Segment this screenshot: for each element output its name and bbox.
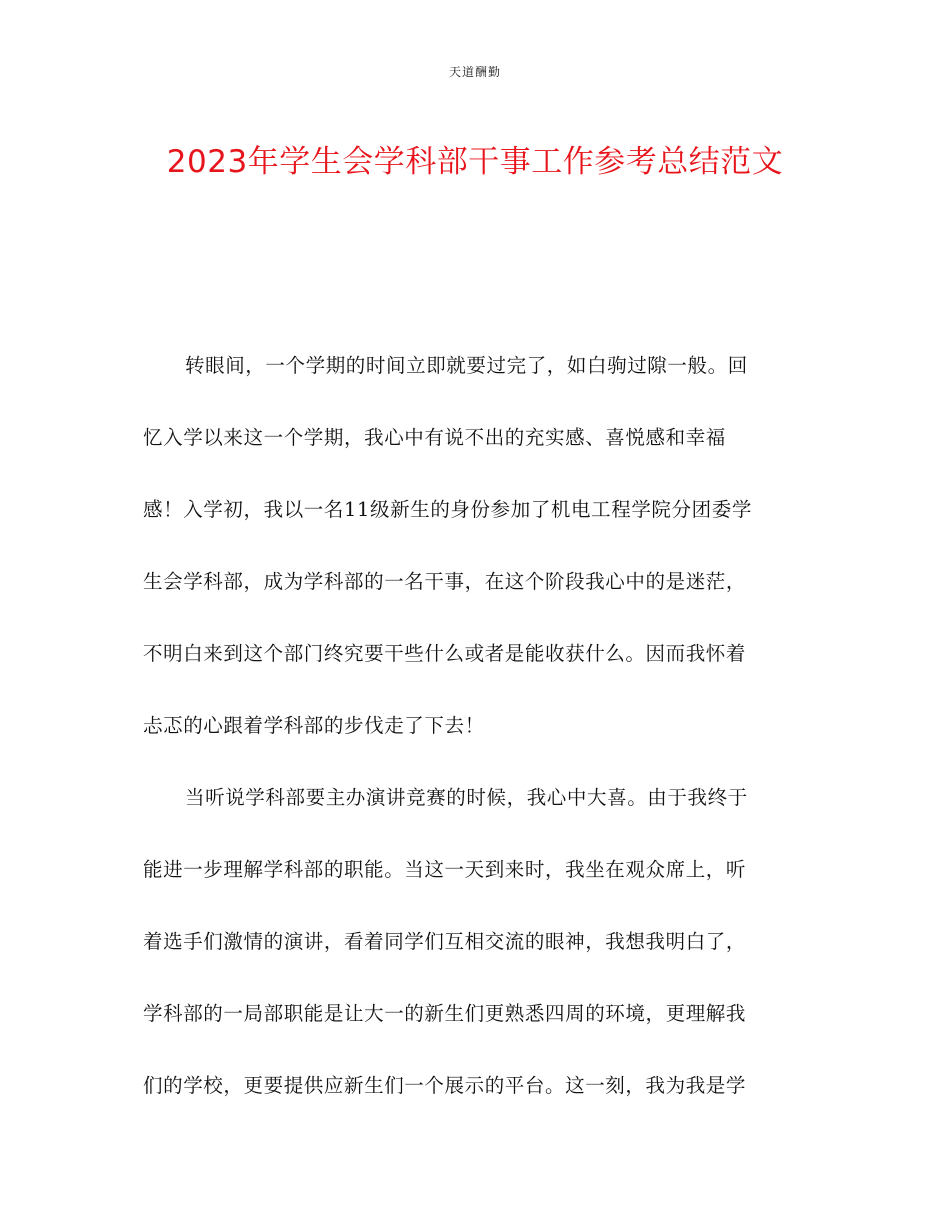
paragraph-line: 们的学校，更要提供应新生们一个展示的平台。这一刻，我为我是学	[143, 1074, 747, 1097]
document-title: 2023年学生会学科部干事工作参考总结范文	[166, 144, 784, 180]
paragraph-line: 忆入学以来这一个学期，我心中有说不出的充实感、喜悦感和幸福	[143, 426, 726, 449]
paragraph-line: 当听说学科部要主办演讲竞赛的时候，我心中大喜。由于我终于	[185, 786, 748, 809]
paragraph-2	[143, 762, 809, 1122]
paragraph-line: 能进一步理解学科部的职能。当这一天到来时，我坐在观众席上，听	[143, 858, 747, 881]
paragraph-line: 感！入学初，我以一名11级新生的身份参加了机电工程学院分团委学	[143, 498, 752, 521]
paragraph-line: 不明白来到这个部门终究要干些什么或者是能收获什么。因而我怀着	[143, 642, 747, 665]
paragraph-line: 转眼间，一个学期的时间立即就要过完了，如白驹过隙一般。回	[185, 354, 748, 377]
page-header: 天道酬勤	[448, 65, 501, 79]
document-body	[143, 330, 809, 1122]
paragraph-line: 生会学科部，成为学科部的一名干事，在这个阶段我心中的是迷茫，	[143, 570, 747, 593]
paragraph-1	[143, 330, 809, 762]
paragraph-line: 学科部的一局部职能是让大一的新生们更熟悉四周的环境，更理解我	[143, 1002, 747, 1025]
paragraph-line: 忐忑的心跟着学科部的步伐走了下去！	[143, 714, 485, 737]
paragraph-line: 着选手们激情的演讲，看着同学们互相交流的眼神，我想我明白了，	[143, 930, 747, 953]
